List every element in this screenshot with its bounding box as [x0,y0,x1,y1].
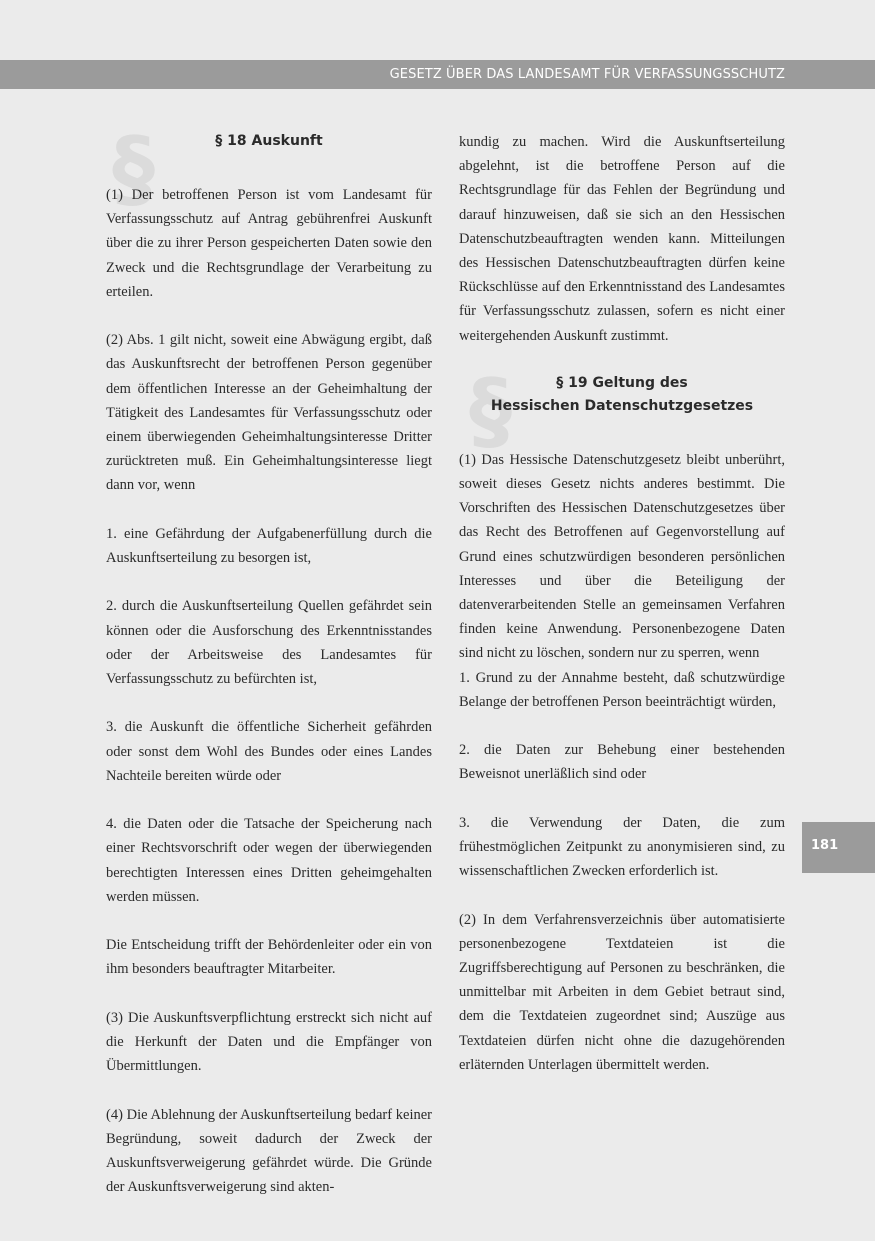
running-header-title: GESETZ ÜBER DAS LANDESAMT FÜR VERFASSUNGSSCHUTZ [389,67,785,82]
right-column [459,130,785,1077]
paragraph-18-4: (4) Die Ablehnung der Auskunftserteilung bedarf keiner Begründung, soweit dadurch der Zweck der Auskunftsverweigerung gefährdet würde. Die Gründe der Auskunftsverweigerung sind akten- [106,1106,432,1196]
list-item-18-4: 4. die Daten oder die Tatsache der Speicherung nach einer Rechtsvorschrift oder wegen der überwiegenden berechtigten Interessen eines Dritten geheimgehalten werden müssen. [106,816,432,905]
list-item-18-2: 2. durch die Auskunftserteilung Quellen gefährdet sein können oder die Ausforschung des Erkenntnisstandes oder der Arbeitsweise des Landesamtes für Verfassungsschutz zu befürchten ist, [106,598,432,688]
paragraph-18-2: (2) Abs. 1 gilt nicht, soweit eine Abwägung ergibt, daß das Auskunftsrecht der betroffenen Person gegenüber dem öffentlichen Interesse an der Geheimhaltung der Tätigkeit des Landesamtes für Verfassungsschutz oder einem überwiegenden Geheimhaltungsinteresse Dritter zurücktreten muß. Ein Geheimhaltungsinteresse liegt dann vor, wenn [106,332,432,494]
list-item-19-2: 2. die Daten zur Behebung einer bestehenden Beweisnot unerläßlich sind oder [459,742,785,783]
paragraph-18-decision: Die Entscheidung trifft der Behördenleiter oder ein von ihm besonders beauftragter Mitarbeiter. [106,937,432,978]
paragraph-18-4-continuation: kundig zu machen. Wird die Auskunftserteilung abgelehnt, ist die betroffene Person auf die Rechtsgrundlage für das Fehlen der Begründung und darauf hinzuweisen, daß sie sich an den Hessischen Datenschutzbeauftragten wenden kann. Mitteilungen des Hessischen Datenschutzbeauftragten dürfen keine Rückschlüsse auf den Erkenntnisstand des Landesamtes für Verfassungsschutz zulassen, sofern es nicht einer weitergehenden Auskunft zustimmt. [459,134,785,344]
section-mark-icon: § [112,119,155,219]
left-column [106,119,432,1199]
paragraph-18-1: (1) Der betroffenen Person ist vom Landesamt für Verfassungsschutz auf Antrag gebührenfrei Auskunft über die zu ihrer Person gespeicherten Daten sowie den Zweck und die Rechtsgrundlage der Verarbeitung zu erteilen. [106,187,432,300]
list-item-18-1: 1. eine Gefährdung der Aufgabenerfüllung durch die Auskunftserteilung zu besorgen ist, [106,525,432,567]
section-19-title-line-1: § 19 Geltung des [556,374,688,391]
paragraph-19-1: (1) Das Hessische Datenschutzgesetz bleibt unberührt, soweit dieses Gesetz nichts anderes bestimmt. Die Vorschriften des Hessischen Datenschutzgesetzes über das Recht des Betroffenen auf Gegenvorstellung auf Grund eines schutzwürdigen besonderen persönlichen Interesses und über die Beteiligung der datenverarbeitenden Stelle an gemeinsamen Verfahren finden keine Anwendung. Personenbezogene Daten sind nicht zu löschen, sondern nur zu sperren, wenn [459,451,785,662]
list-item-19-3: 3. die Verwendung der Daten, die zum frühestmöglichen Zeitpunkt zu anonymisieren sind, zu wissenschaftlichen Zwecken erforderlich ist. [459,814,785,880]
page-number-tab [802,822,875,873]
section-18-title: § 18 Auskunft [215,133,323,149]
section-mark-icon: § [469,360,512,461]
section-19-heading [459,360,785,461]
section-19-title-line-2: Hessischen Datenschutzgesetzes [490,397,754,414]
section-18 [106,119,432,1199]
section-19 [459,360,785,1077]
running-header [0,60,875,89]
list-item-18-3: 3. die Auskunft die öffentliche Sicherheit gefährden oder sonst dem Wohl des Bundes oder eines Landes Nachteile bereiten würde oder [106,719,432,784]
paragraph-18-3: (3) Die Auskunftsverpflichtung erstreckt sich nicht auf die Herkunft der Daten und die Empfänger von Übermittlungen. [106,1009,432,1075]
list-item-19-1: 1. Grund zu der Annahme besteht, daß schutzwürdige Belange der betroffenen Person beeinträchtigt würden, [459,669,785,710]
section-18-heading [106,119,432,219]
paragraph-19-2: (2) In dem Verfahrensverzeichnis über automatisierte personenbezogene Textdateien ist die Zugriffsberechtigung auf Personen zu beschränken, die unmittelbar mit Arbeiten in dem Gebiet betraut sind, dem die Textdateien zugeordnet sind; Auszüge aus Textdateien dürfen nicht ohne die dazugehörenden erläternden Unterlagen übermittelt werden. [459,911,785,1073]
page-number: 181 [811,838,839,853]
